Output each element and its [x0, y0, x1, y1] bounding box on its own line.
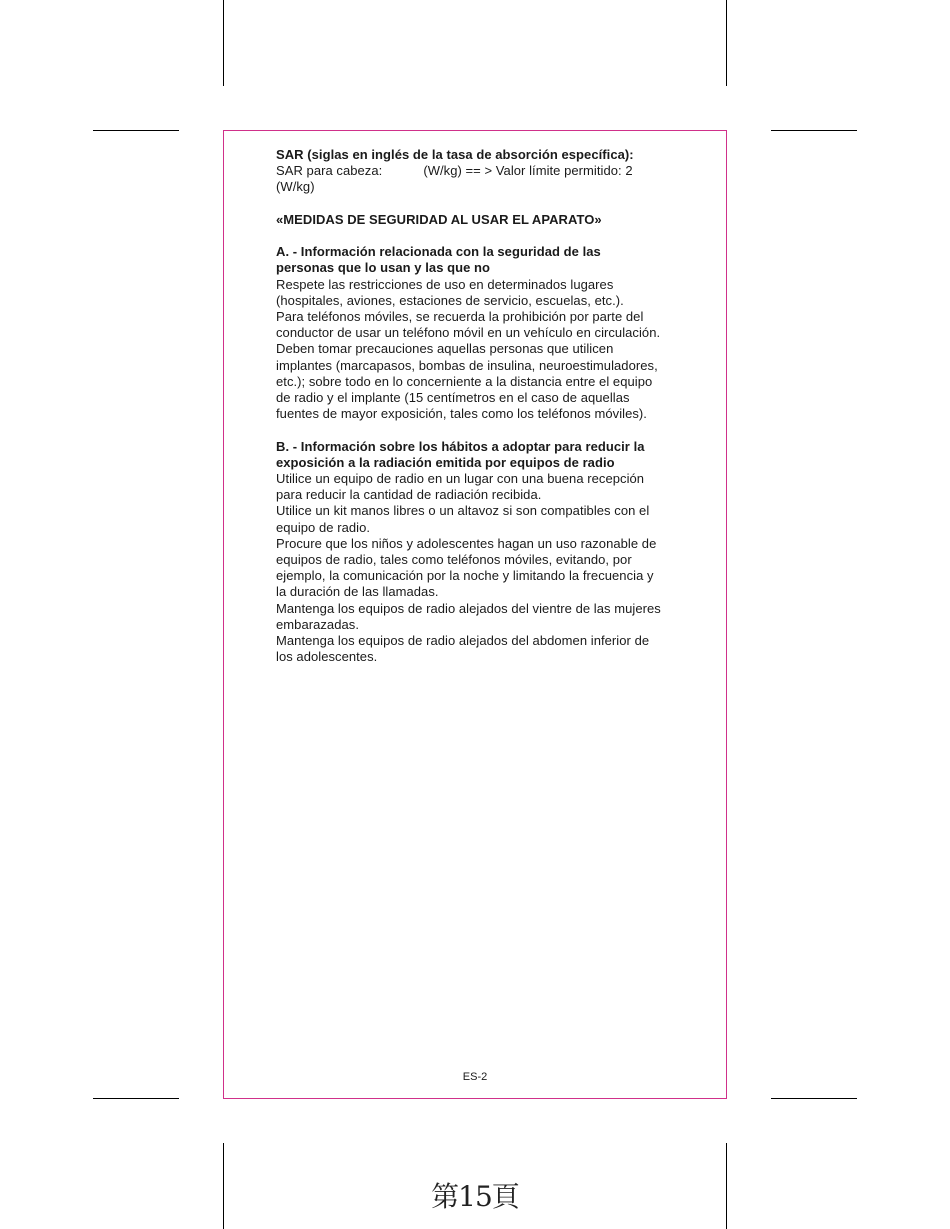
section-a-text-line: Deben tomar precauciones aquellas personas que utilicen — [276, 341, 614, 357]
section-b-text-line: ejemplo, la comunicación por la noche y limitando la frecuencia y — [276, 568, 654, 584]
sar-head-line — [276, 163, 678, 179]
section-b — [276, 439, 678, 666]
spacer — [276, 422, 678, 438]
section-b-text-line: Mantenga los equipos de radio alejados del vientre de las mujeres — [276, 600, 661, 616]
sar-head-value-text: (W/kg) == > Valor límite permitido: 2 — [423, 163, 633, 179]
section-b-heading-line: B. - Información sobre los hábitos a adoptar para reducir la — [276, 438, 645, 454]
crop-mark-left-top — [93, 130, 179, 131]
section-a-text-line: etc.); sobre todo en lo concerniente a la distancia entre el equipo — [276, 373, 653, 389]
crop-mark-top-left — [223, 0, 224, 86]
page-number-label: 第15頁 — [431, 1180, 519, 1213]
spacer — [276, 196, 678, 212]
safety-title: «MEDIDAS DE SEGURIDAD AL USAR EL APARATO» — [276, 211, 602, 227]
section-a-text-line: Para teléfonos móviles, se recuerda la prohibición por parte del — [276, 309, 644, 324]
page-folio: ES-2 — [462, 1071, 488, 1083]
section-a-text-line: de radio y el implante (15 centímetros en el caso de aquellas — [276, 390, 630, 406]
section-b-text-line: Utilice un kit manos libres o un altavoz si son compatibles con el — [276, 503, 650, 519]
document-body — [276, 147, 678, 665]
section-a-text-line: implantes (marcapasos, bombas de insulina, neuroestimuladores, — [276, 357, 658, 373]
crop-mark-right-bottom — [771, 1098, 857, 1099]
section-a-text-line: conductor de usar un teléfono móvil en un vehículo en circulación. — [276, 325, 661, 341]
section-b-text-line: equipos de radio, tales como teléfonos móviles, evitando, por — [276, 552, 632, 568]
spacer — [276, 228, 678, 244]
sar-heading: SAR (siglas en inglés de la tasa de absorción específica): — [276, 147, 634, 162]
section-b-text-line: equipo de radio. — [276, 519, 371, 535]
crop-mark-left-bottom — [93, 1098, 179, 1099]
section-b-text-line: la duración de las llamadas. — [276, 584, 439, 600]
crop-mark-bottom-right — [726, 1143, 727, 1229]
section-b-text-line: para reducir la cantidad de radiación recibida. — [276, 487, 542, 503]
crop-mark-bottom-left — [223, 1143, 224, 1229]
section-b-text-line: los adolescentes. — [276, 649, 378, 665]
section-a-text-line: Respete las restricciones de uso en determinados lugares — [276, 276, 614, 292]
crop-mark-right-top — [771, 130, 857, 131]
section-b-text-line: Procure que los niños y adolescentes hagan un uso razonable de — [276, 535, 657, 551]
sar-head-label: SAR para cabeza: — [276, 163, 383, 179]
section-a-text-line: fuentes de mayor exposición, tales como los teléfonos móviles). — [276, 406, 647, 422]
section-b-text-line: Mantenga los equipos de radio alejados del abdomen inferior de — [276, 633, 650, 649]
section-b-text-line: Utilice un equipo de radio en un lugar con una buena recepción — [276, 471, 645, 487]
section-b-text-line: embarazadas. — [276, 616, 359, 632]
section-a-text-line: (hospitales, aviones, estaciones de servicio, escuelas, etc.). — [276, 292, 624, 308]
section-a — [276, 244, 678, 422]
crop-mark-top-right — [726, 0, 727, 86]
sar-head-unit: (W/kg) — [276, 179, 315, 195]
section-a-heading-line: A. - Información relacionada con la seguridad de las — [276, 244, 601, 260]
section-a-heading-line: personas que lo usan y las que no — [276, 260, 491, 276]
section-b-heading-line: exposición a la radiación emitida por equipos de radio — [276, 454, 615, 470]
